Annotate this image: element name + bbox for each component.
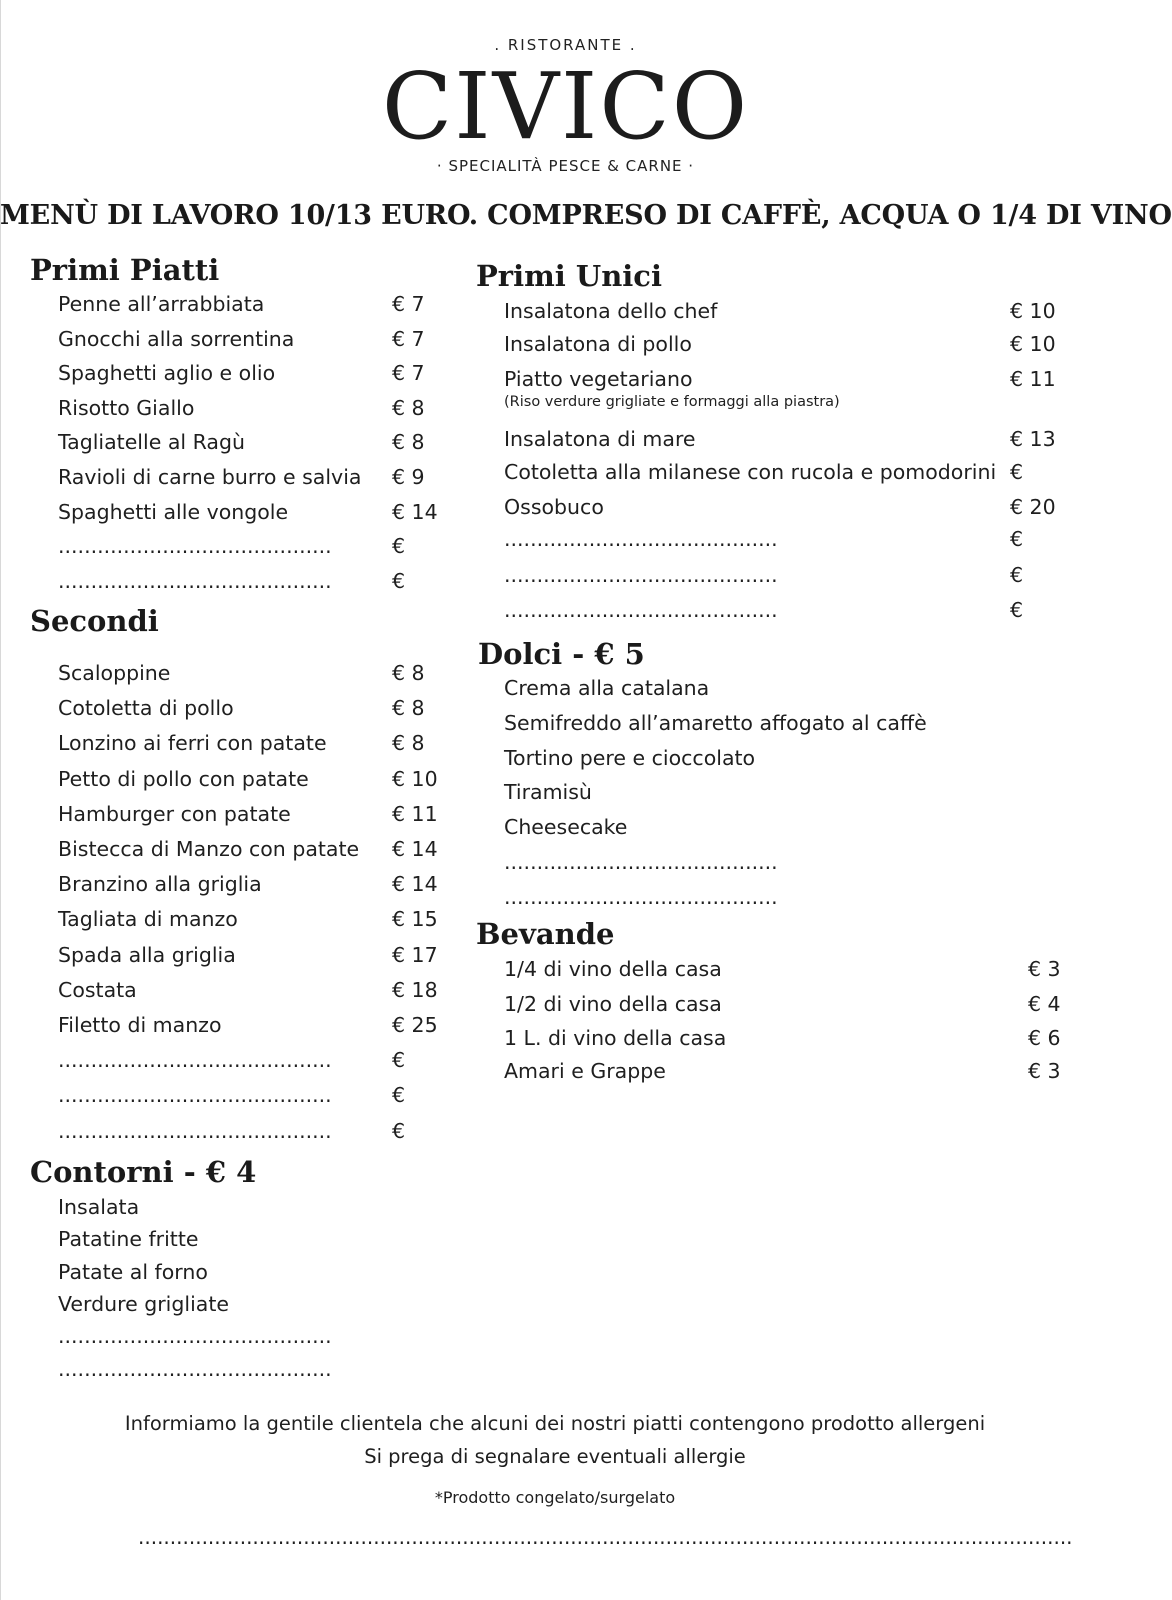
menu-item-price: € [392, 534, 406, 558]
allergen-notice: Informiamo la gentile clientela che alcuni dei nostri piatti contengono prodotto allergeni [124, 1412, 986, 1435]
menu-item [504, 598, 1070, 632]
menu-item [504, 780, 1004, 814]
menu-item-name: Spaghetti aglio e olio [58, 361, 276, 385]
menu-item [58, 1260, 558, 1294]
menu-item-name: .......................................... [58, 1048, 332, 1072]
menu-item-name: .......................................... [504, 885, 778, 909]
menu-item-price: € 8 [392, 396, 425, 420]
menu-item [504, 299, 1070, 333]
menu-item-name: Spada alla griglia [58, 943, 236, 967]
menu-item [504, 460, 1070, 494]
menu-item [58, 661, 452, 695]
menu-item-price: € 17 [392, 943, 438, 967]
menu-item [504, 427, 1070, 461]
menu-item-name: Verdure grigliate [58, 1292, 229, 1316]
menu-item-price: € 7 [392, 361, 425, 385]
menu-item-name: Penne all’arrabbiata [58, 292, 265, 316]
menu-item-note: (Riso verdure grigliate e formaggi alla piastra) [504, 394, 840, 410]
menu-item-name: Branzino alla griglia [58, 872, 262, 896]
menu-item [58, 1119, 452, 1153]
menu-item-name: 1 L. di vino della casa [504, 1026, 727, 1050]
menu-item-price: € [1010, 460, 1024, 484]
menu-item-price: € 20 [1010, 495, 1056, 519]
menu-item [58, 430, 452, 464]
menu-item-price: € [392, 1119, 406, 1143]
menu-item-name: .......................................... [58, 1083, 332, 1107]
menu-item [58, 1048, 452, 1082]
menu-item-name: Risotto Giallo [58, 396, 195, 420]
menu-item-price: € 14 [392, 837, 438, 861]
menu-item-price: € 15 [392, 907, 438, 931]
menu-item [58, 1013, 452, 1047]
menu-title: MENÙ DI LAVORO 10/13 EURO. COMPRESO DI CAFFÈ, ACQUA O 1/4 DI VINO [0, 200, 1172, 231]
menu-item-name: Crema alla catalana [504, 676, 710, 700]
menu-item [58, 1227, 558, 1261]
menu-item [504, 992, 1088, 1026]
menu-item-price: € 8 [392, 661, 425, 685]
menu-item [504, 711, 1004, 745]
logo-top-text: . RISTORANTE . [494, 36, 637, 54]
menu-item [504, 746, 1004, 780]
menu-item-name: .......................................... [504, 527, 778, 551]
menu-item-price: € 8 [392, 430, 425, 454]
menu-item-name: 1/4 di vino della casa [504, 957, 722, 981]
menu-item [58, 802, 452, 836]
menu-item [58, 327, 452, 361]
menu-item-name: Cotoletta alla milanese con rucola e pomodorini [504, 460, 997, 484]
menu-item-price: € 11 [1010, 367, 1056, 391]
menu-item-name: Tortino pere e cioccolato [504, 746, 756, 770]
menu-item-price: € [392, 1048, 406, 1072]
menu-item-name: Bistecca di Manzo con patate [58, 837, 360, 861]
menu-item-name: Insalatona di pollo [504, 332, 692, 356]
menu-item-name: Patatine fritte [58, 1227, 199, 1251]
menu-item-name: Spaghetti alle vongole [58, 500, 289, 524]
menu-item [58, 396, 452, 430]
menu-item [504, 527, 1070, 561]
menu-item-price: € [392, 1083, 406, 1107]
menu-item [58, 569, 452, 603]
menu-item [58, 292, 452, 326]
menu-item-name: .......................................... [58, 1357, 332, 1381]
menu-item-price: € 10 [1010, 299, 1056, 323]
section-title-bevande: Bevande [476, 917, 615, 951]
menu-item-price: € [392, 569, 406, 593]
section-title-primi-unici: Primi Unici [476, 259, 662, 293]
section-title-contorni: Contorni - € 4 [30, 1155, 257, 1189]
menu-item-name: Hamburger con patate [58, 802, 291, 826]
menu-item-price: € [1010, 598, 1024, 622]
menu-item-name: Tiramisù [504, 780, 592, 804]
menu-item-name: Amari e Grappe [504, 1059, 666, 1083]
menu-item-price: € 8 [392, 696, 425, 720]
footer-dotted-line: ................................................................................................................................................... [138, 1525, 1073, 1549]
menu-item [504, 563, 1070, 597]
menu-item-price: € 7 [392, 292, 425, 316]
menu-item [58, 1357, 558, 1391]
menu-item-name: Tagliatelle al Ragù [58, 430, 245, 454]
menu-item [58, 534, 452, 568]
menu-item [504, 1026, 1088, 1060]
menu-item-name: .......................................... [58, 569, 332, 593]
logo-name: CIVICO [381, 53, 750, 160]
menu-item-price: € 9 [392, 465, 425, 489]
menu-item [58, 500, 452, 534]
menu-item [504, 676, 1004, 710]
menu-item-price: € 8 [392, 731, 425, 755]
menu-item-name: Lonzino ai ferri con patate [58, 731, 327, 755]
menu-item-name: Costata [58, 978, 137, 1002]
menu-item-name: Filetto di manzo [58, 1013, 222, 1037]
section-title-dolci: Dolci - € 5 [478, 637, 645, 671]
menu-item-name: Petto di pollo con patate [58, 767, 309, 791]
menu-item [58, 943, 452, 977]
menu-item [58, 978, 452, 1012]
menu-item [58, 1083, 452, 1117]
menu-item-price: € 11 [392, 802, 438, 826]
menu-item-name: Semifreddo all’amaretto affogato al caffè [504, 711, 927, 735]
menu-item-name: Insalata [58, 1195, 140, 1219]
menu-item [504, 1059, 1088, 1093]
menu-item-price: € 18 [392, 978, 438, 1002]
menu-item-price: € [1010, 563, 1024, 587]
menu-item-name: Patate al forno [58, 1260, 208, 1284]
menu-item-price: € 7 [392, 327, 425, 351]
menu-item [504, 957, 1088, 991]
menu-item-name: .......................................... [58, 534, 332, 558]
menu-item-name: .......................................... [504, 598, 778, 622]
menu-item-price: € 4 [1028, 992, 1061, 1016]
menu-item-name: Insalatona di mare [504, 427, 696, 451]
menu-item [58, 872, 452, 906]
menu-item-name: .......................................... [58, 1119, 332, 1143]
page-edge [0, 0, 1, 1600]
section-title-primi-piatti: Primi Piatti [30, 253, 220, 287]
menu-item [58, 837, 452, 871]
menu-item [58, 696, 452, 730]
menu-item-name: .......................................... [504, 850, 778, 874]
menu-item-name: .......................................... [58, 1324, 332, 1348]
menu-item [58, 1195, 558, 1229]
menu-item-name: Ravioli di carne burro e salvia [58, 465, 362, 489]
menu-item [504, 495, 1070, 529]
menu-item [58, 465, 452, 499]
logo-subtitle: · SPECIALITÀ PESCE & CARNE · [436, 157, 695, 175]
menu-item [504, 885, 1004, 919]
menu-item-name: Insalatona dello chef [504, 299, 718, 323]
menu-item [58, 907, 452, 941]
menu-item [504, 815, 1004, 849]
menu-item-price: € 14 [392, 872, 438, 896]
menu-item [504, 367, 1070, 410]
menu-item-name: Gnocchi alla sorrentina [58, 327, 295, 351]
menu-item-name: Scaloppine [58, 661, 171, 685]
menu-item-name: Cheesecake [504, 815, 628, 839]
menu-item-price: € [1010, 527, 1024, 551]
menu-item [58, 1292, 558, 1326]
menu-item [58, 1324, 558, 1358]
menu-item-price: € 3 [1028, 957, 1061, 981]
menu-item-price: € 6 [1028, 1026, 1061, 1050]
menu-item-price: € 13 [1010, 427, 1056, 451]
menu-item-price: € 3 [1028, 1059, 1061, 1083]
menu-item-name: 1/2 di vino della casa [504, 992, 722, 1016]
menu-item-price: € 10 [392, 767, 438, 791]
frozen-note: *Prodotto congelato/surgelato [434, 1488, 676, 1507]
menu-item [58, 767, 452, 801]
menu-item-price: € 14 [392, 500, 438, 524]
menu-item-name: Ossobuco [504, 495, 604, 519]
menu-item [58, 731, 452, 765]
menu-item [58, 361, 452, 395]
allergen-request: Si prega di segnalare eventuali allergie [364, 1445, 746, 1468]
menu-item-price: € 10 [1010, 332, 1056, 356]
menu-item-name: Cotoletta di pollo [58, 696, 234, 720]
menu-item-name: Tagliata di manzo [58, 907, 238, 931]
menu-item-name: .......................................... [504, 563, 778, 587]
menu-item-name: Piatto vegetariano [504, 367, 693, 391]
menu-item-price: € 25 [392, 1013, 438, 1037]
menu-item [504, 332, 1070, 366]
menu-item [504, 850, 1004, 884]
section-title-secondi: Secondi [30, 604, 159, 638]
